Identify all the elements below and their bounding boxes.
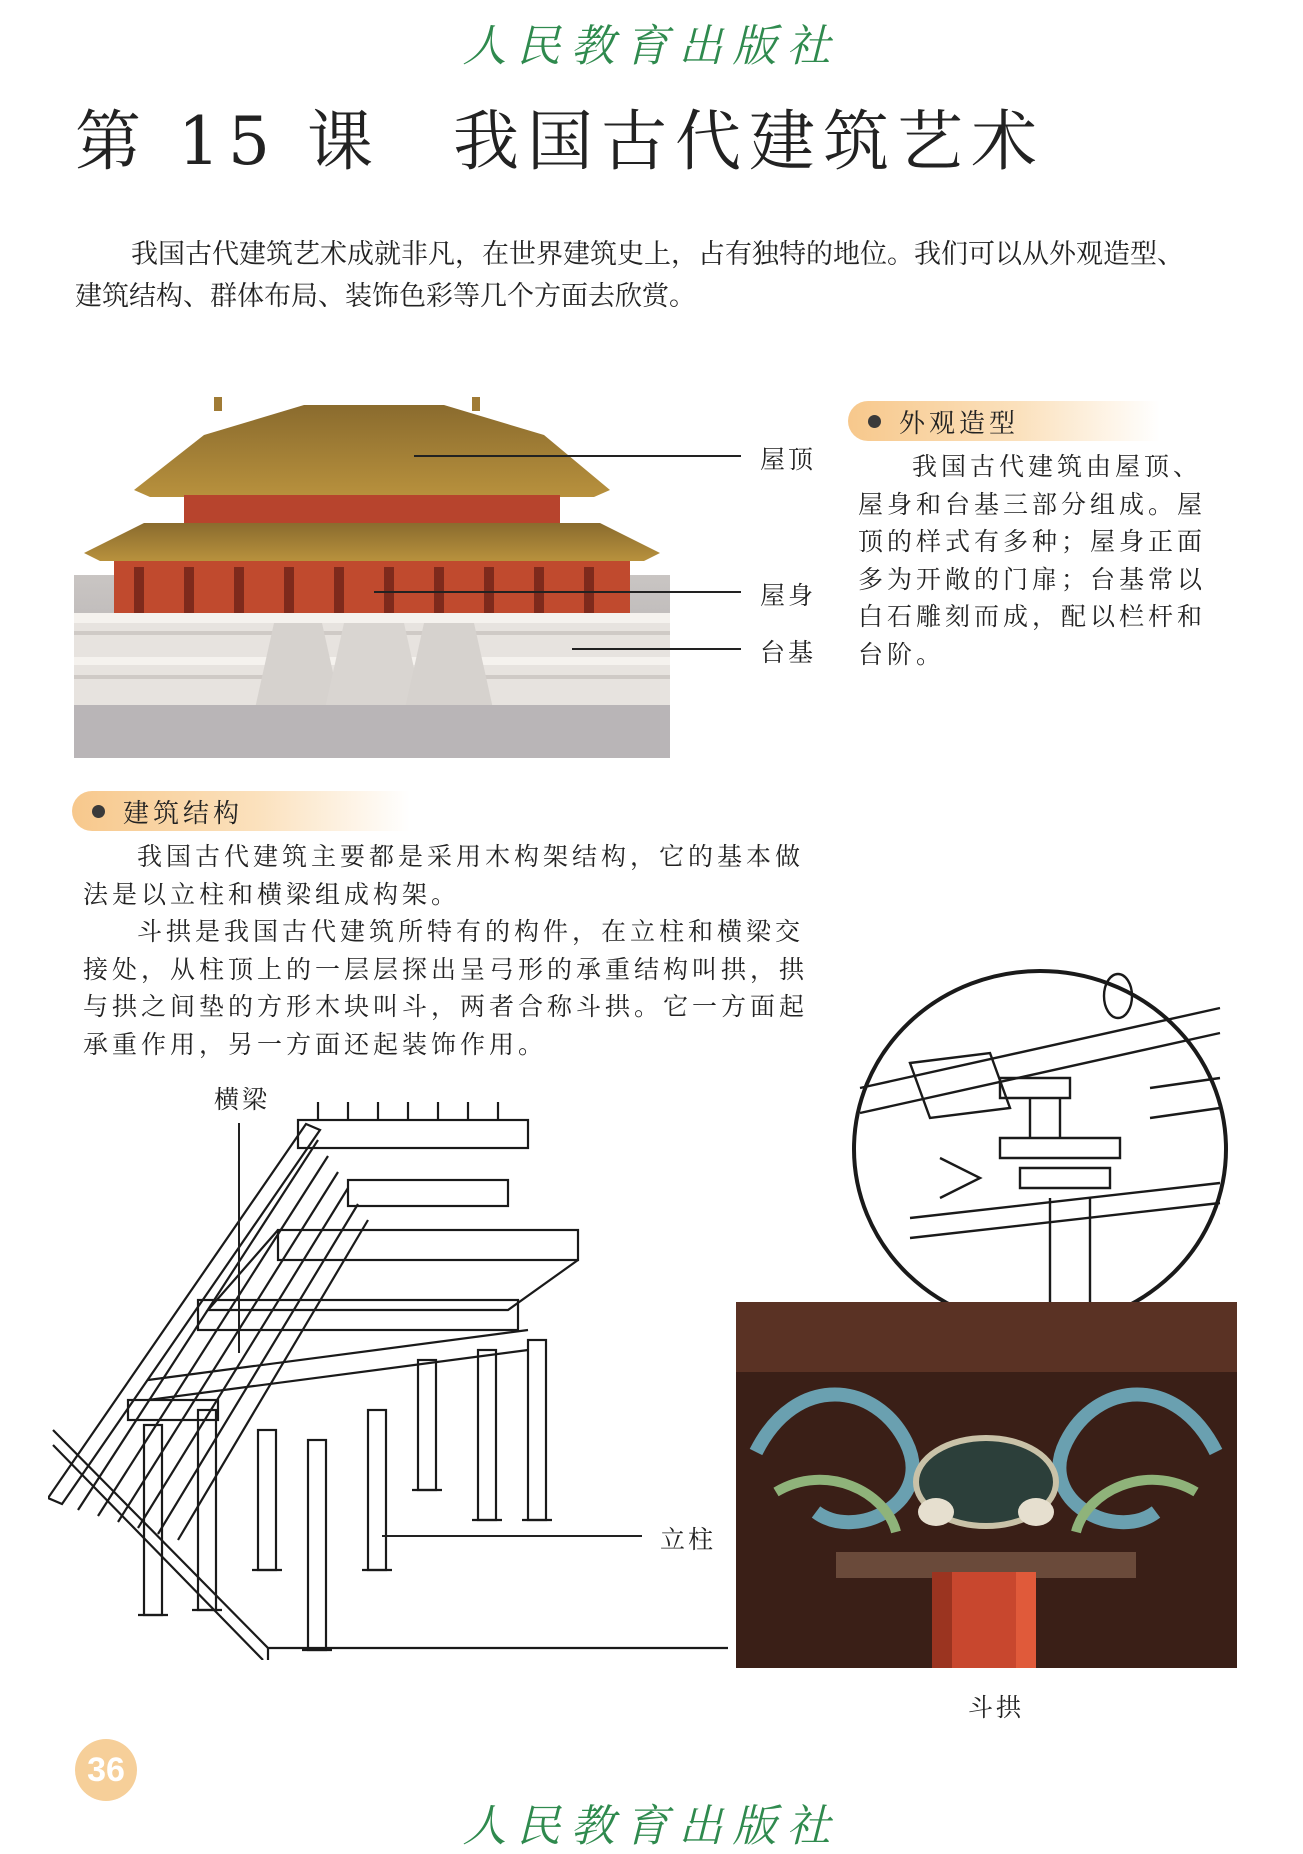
structure-text: 我国古代建筑主要都是采用木构架结构，它的基本做法是以立柱和横梁组成构架。 斗拱是我国古代建筑所特有的构件，在立柱和横梁交接处，从柱顶上的一层层探出呈弓形的承重结构叫拱，拱与拱之间垫的方形木块叫斗，两者合称斗拱。它一方面起承重作用，另一方面还起装饰作用。: [83, 842, 809, 1059]
lesson-name: 我国古代建筑艺术: [452, 103, 1045, 180]
lesson-title: [75, 88, 1045, 183]
body-label: 屋身: [760, 581, 817, 610]
timber-frame-drawing: [48, 1100, 728, 1660]
section-header-structure: [72, 791, 410, 831]
roof-label: 屋顶: [760, 445, 817, 474]
column-leader-line: [382, 1535, 642, 1537]
bullet-dot-icon: [868, 415, 881, 428]
section-heading: 建筑结构: [123, 798, 244, 829]
body-leader-line: [374, 591, 741, 593]
beam-leader-line: [238, 1123, 240, 1353]
base-leader-line: [572, 648, 741, 650]
dougong-photo: [736, 1302, 1237, 1668]
page-number: 36: [87, 1750, 125, 1789]
appearance-text: 我国古代建筑由屋顶、屋身和台基三部分组成。屋顶的样式有多种；屋身正面多为开敞的门扉；台基常以白石雕刻而成，配以栏杆和台阶。: [858, 452, 1207, 669]
beam-label: 横梁: [214, 1085, 271, 1114]
column-label: 立柱: [660, 1525, 717, 1554]
dougong-caption: 斗拱: [968, 1693, 1025, 1722]
dougong-detail-drawing: [850, 968, 1230, 1330]
bullet-dot-icon: [92, 805, 105, 818]
lesson-number: 第 15 课: [75, 103, 381, 180]
section-header-appearance: [848, 401, 1160, 441]
base-label: 台基: [760, 638, 817, 667]
publisher-logo-top: 人民教育出版社: [462, 21, 841, 72]
section-heading: 外观造型: [899, 408, 1020, 439]
roof-leader-line: [414, 455, 741, 457]
palace-photo: [74, 395, 670, 758]
intro-paragraph: 我国古代建筑艺术成就非凡，在世界建筑史上，占有独特的地位。我们可以从外观造型、建筑结构、群体布局、装饰色彩等几个方面去欣赏。: [75, 239, 1184, 312]
publisher-logo-bottom: 人民教育出版社: [462, 1801, 841, 1852]
